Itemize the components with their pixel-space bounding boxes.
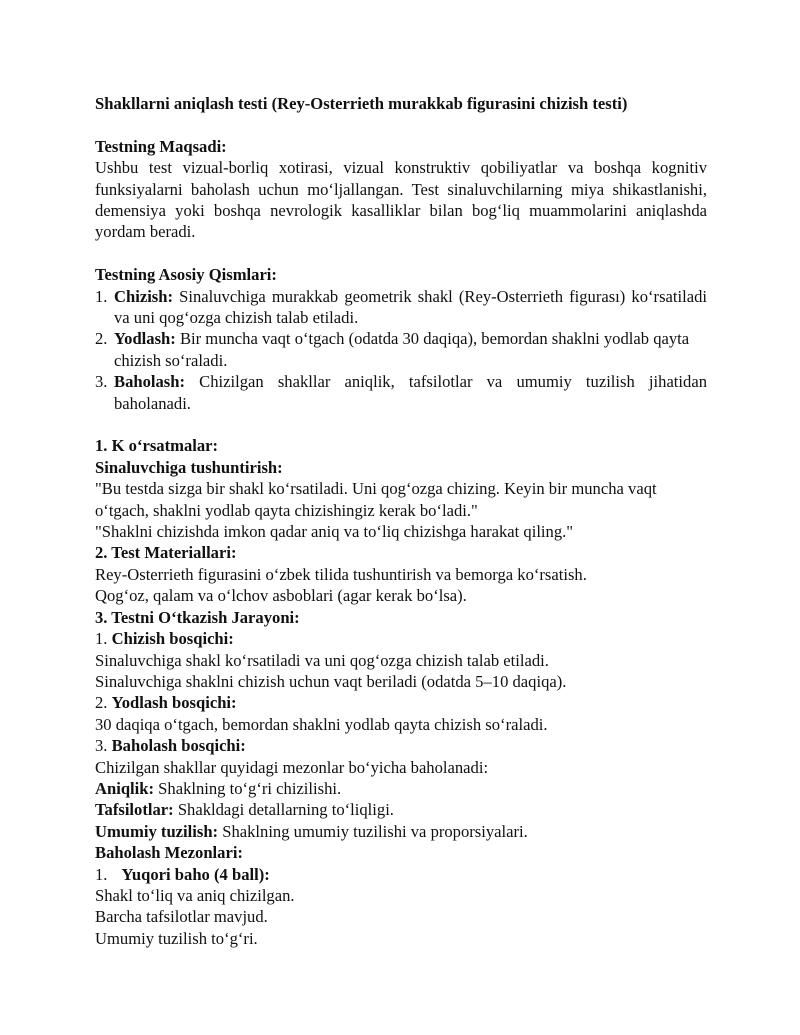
materiallar-line-2: Qog‘oz, qalam va o‘lchov asboblari (agar kerak bo‘lsa). xyxy=(95,586,467,606)
spacer xyxy=(95,414,707,435)
grade-line: Shakl to‘liq va aniq chizilgan. xyxy=(95,885,295,905)
document-title: Shakllarni aniqlash testi (Rey-Osterrieth murakkab figurasini chizish testi) xyxy=(95,94,628,113)
step-heading xyxy=(95,692,707,713)
list-item xyxy=(95,286,707,329)
list-item-text: Sinaluvchiga murakkab geometrik shakl (Rey-Osterrieth figurası) ko‘rsatiladi va uni qog‘ozga chizish talab etiladi. xyxy=(114,286,707,328)
section-heading-mezonlar: Baholash Mezonlari: xyxy=(95,843,243,863)
instruction-quote-2: "Shaklni chizishda imkon qadar aniq va to‘liq chizishga harakat qiling." xyxy=(95,522,574,542)
step-heading xyxy=(95,628,707,649)
criterion-text: Shaklning umumiy tuzilishi va proporsiyalari. xyxy=(218,821,528,841)
criterion xyxy=(95,778,707,799)
grade-number: 1. xyxy=(95,864,108,884)
list-item-text: Chizilgan shakllar aniqlik, tafsilotlar va umumiy tuzilish jihatidan baholanadi. xyxy=(114,372,707,413)
step-label: Baholash bosqichi: xyxy=(111,736,246,756)
list-item xyxy=(95,371,707,414)
materiallar-line-1: Rey-Osterrieth figurasini o‘zbek tilida tushuntirish va bemorga ko‘rsatish. xyxy=(95,564,587,584)
step-number: 2. xyxy=(95,693,108,713)
maqsad-paragraph: Ushbu test vizual-borliq xotirasi, vizual konstruktiv qobiliyatlar va boshqa kognitiv funksiyalarni baholash uchun mo‘ljallangan. Test sinaluvchilarning miya shikastlanishi, demensiya yoki boshqa nevrologik kasalliklar bilan bog‘liq muammolarini aniqlashda yordam beradi. xyxy=(95,158,707,242)
section-heading-qismlar: Testning Asosiy Qismlari: xyxy=(95,265,277,285)
grade-line: Barcha tafsilotlar mavjud. xyxy=(95,907,268,927)
criterion xyxy=(95,821,707,842)
step-heading xyxy=(95,735,707,756)
step-line: Sinaluvchiga shakl ko‘rsatiladi va uni qog‘ozga chizish talab etiladi. xyxy=(95,650,549,670)
step-number: 1. xyxy=(95,629,108,649)
section-heading-korsatmalar: 1. K o‘rsatmalar: xyxy=(95,436,219,456)
grade-heading xyxy=(95,864,707,885)
grade-line: Umumiy tuzilish to‘g‘ri. xyxy=(95,928,258,948)
criterion-text: Shaklning to‘g‘ri chizilishi. xyxy=(154,778,342,798)
section-heading-jarayon: 3. Testni O‘tkazish Jarayoni: xyxy=(95,607,300,627)
step-label: Chizish bosqichi: xyxy=(111,629,234,649)
step-number: 3. xyxy=(95,736,108,756)
grade-label: Yuqori baho (4 ball): xyxy=(121,864,270,884)
step-label: Yodlash bosqichi: xyxy=(111,693,237,713)
list-number: 1. xyxy=(95,286,108,306)
criterion xyxy=(95,799,707,820)
list-item-label: Yodlash: xyxy=(114,329,176,349)
step-line: Chizilgan shakllar quyidagi mezonlar bo‘yicha baholanadi: xyxy=(95,757,489,777)
step-line: 30 daqiqa o‘tgach, bemordan shaklni yodlab qayta chizish so‘raladi. xyxy=(95,714,548,734)
document-page xyxy=(95,93,707,949)
section-heading-materiallar: 2. Test Materiallari: xyxy=(95,543,237,563)
qismlar-list xyxy=(95,286,707,414)
subheading-tushuntirish: Sinaluvchiga tushuntirish: xyxy=(95,457,283,477)
criterion-label: Tafsilotlar: xyxy=(95,800,174,820)
list-item-text: Bir muncha vaqt o‘tgach (odatda 30 daqiqa), bemordan shaklni yodlab qayta chizish so‘raladi. xyxy=(114,329,690,370)
spacer xyxy=(95,243,707,264)
criterion-text: Shakldagi detallarning to‘liqligi. xyxy=(173,800,394,820)
list-item-label: Chizish: xyxy=(114,286,174,306)
list-number: 3. xyxy=(95,372,108,392)
list-number: 2. xyxy=(95,329,108,349)
criterion-label: Umumiy tuzilish: xyxy=(95,821,219,841)
step-line: Sinaluvchiga shaklni chizish uchun vaqt beriladi (odatda 5–10 daqiqa). xyxy=(95,671,567,691)
instruction-quote-1: "Bu testda sizga bir shakl ko‘rsatiladi. Uni qog‘ozga chizing. Keyin bir muncha vaqt o‘tgach, shaklni yodlab qayta chizishingiz kerak bo‘ladi." xyxy=(95,479,657,520)
list-item-label: Baholash: xyxy=(114,372,186,392)
criterion-label: Aniqlik: xyxy=(95,778,155,798)
section-heading-maqsad: Testning Maqsadi: xyxy=(95,136,227,156)
list-item xyxy=(95,328,707,371)
